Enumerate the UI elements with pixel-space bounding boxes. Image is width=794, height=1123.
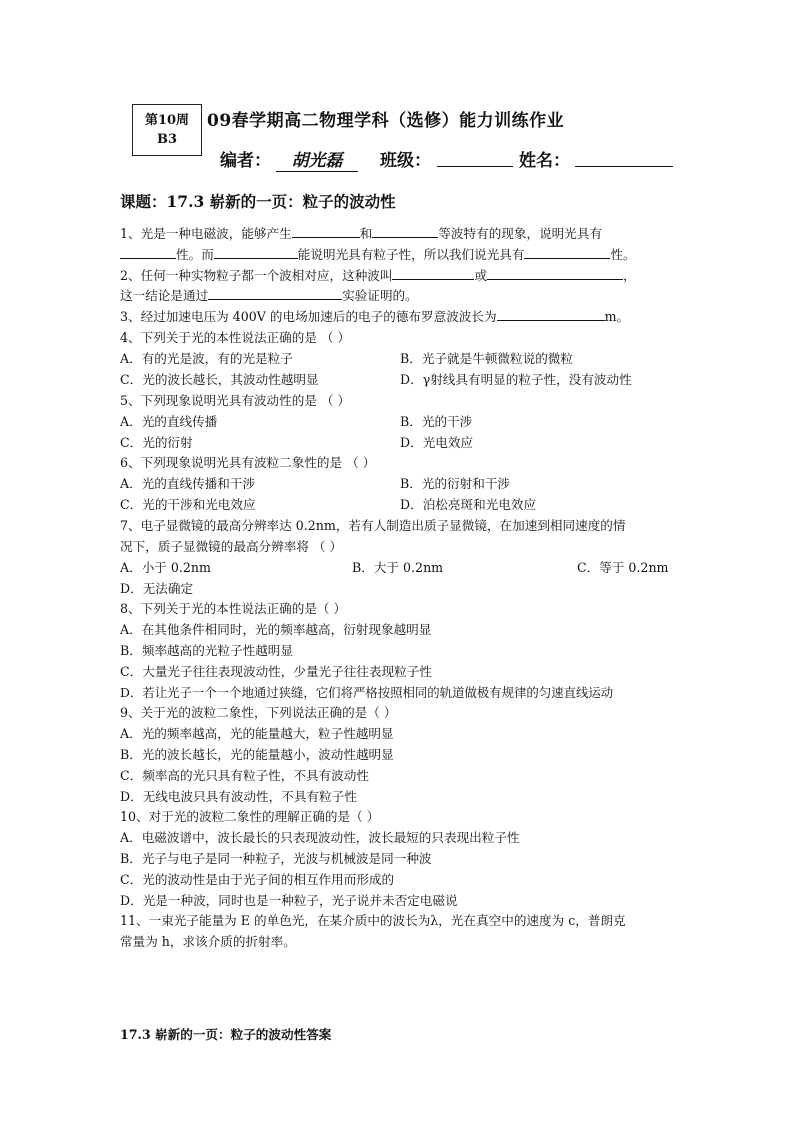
q8-option-d: D．若让光子一个一个地通过狭缝，它们将严格按照相同的轨道做极有规律的匀速直线运动 — [120, 685, 614, 700]
q1-text-f: 性。 — [610, 247, 636, 262]
q7-option-a: A．小于 0.2nm — [120, 560, 211, 575]
question-2-line-1 — [120, 265, 636, 286]
q7-option-b: B．大于 0.2nm — [352, 560, 444, 575]
q2-text-d: 这一结论是通过 — [120, 288, 209, 303]
editor-name: 胡光磊 — [276, 146, 358, 172]
q2-text-c: ， — [623, 268, 636, 283]
q3-blank-1[interactable] — [497, 306, 605, 321]
week-label: 第10周 — [144, 113, 190, 128]
question-9: 9、关于光的波粒二象性，下列说法正确的是（ ） — [120, 705, 397, 720]
q1-text-b: 和 — [359, 226, 373, 241]
q8-option-b: B．频率越高的光粒子性越明显 — [120, 643, 293, 658]
q1-blank-2[interactable] — [372, 223, 438, 238]
question-8: 8、下列关于光的本性说法正确的是（ ） — [120, 601, 347, 616]
q2-text-a: 2、任何一种实物粒子都一个波相对应，这种波叫 — [120, 268, 393, 283]
q6-option-d: D．泊松亮斑和光电效应 — [400, 497, 537, 512]
q6-option-c: C．光的干涉和光电效应 — [120, 497, 256, 512]
q8-option-c: C．大量光子往往表现波动性，少量光子往往表现粒子性 — [120, 664, 432, 679]
q9-option-b: B．光的波长越长，光的能量越小，波动性越明显 — [120, 747, 394, 762]
q2-text-e: 实验证明的。 — [342, 288, 418, 303]
q2-text-b: 或 — [474, 268, 488, 283]
q3-text-b: m。 — [604, 309, 630, 324]
q4-option-a: A．有的光是波，有的光是粒子 — [120, 351, 293, 366]
q5-option-b: B．光的干涉 — [400, 414, 473, 429]
q7-option-c: C．等于 0.2nm — [577, 560, 669, 575]
q2-blank-1[interactable] — [392, 265, 474, 280]
week-box — [132, 104, 202, 156]
question-11-line-1: 11、一束光子能量为 E 的单色光，在某介质中的波长为λ，光在真空中的速度为 c，普朗克 — [120, 913, 626, 928]
question-4: 4、下列关于光的本性说法正确的是 （ ） — [120, 330, 351, 345]
answer-section-title: 17.3 崭新的一页：粒子的波动性答案 — [120, 1027, 332, 1042]
q5-option-c: C．光的衍射 — [120, 435, 193, 450]
q10-option-b: B．光子与电子是同一种粒子，光波与机械波是同一种波 — [120, 851, 432, 866]
q10-option-c: C．光的波动性是由于光子间的相互作用而形成的 — [120, 872, 395, 887]
q3-text-a: 3、经过加速电压为 400V 的电场加速后的电子的德布罗意波波长为 — [120, 309, 497, 324]
question-7-line-1: 7、电子显微镜的最高分辨率达 0.2nm，若有人制造出质子显微镜，在加速到相同速度的情 — [120, 518, 626, 533]
q4-option-b: B．光子就是牛顿微粒说的微粒 — [400, 351, 573, 366]
q7-option-d: D．无法确定 — [120, 581, 194, 596]
q1-text-c: 等波特有的现象，说明光具有 — [438, 226, 603, 241]
week-code: B3 — [156, 132, 178, 147]
question-11-line-2: 常量为 h，求该介质的折射率。 — [120, 934, 296, 949]
question-1-line-2 — [120, 244, 636, 265]
question-1-line-1 — [120, 223, 602, 244]
q5-option-d: D．光电效应 — [400, 435, 474, 450]
editor-label: 编者： — [220, 151, 271, 171]
page-title: 09春学期高二物理学科（选修）能力训练作业 — [207, 111, 565, 131]
q1-text-d: 性。而 — [176, 247, 214, 262]
q10-option-d: D．光是一种波，同时也是一种粒子，光子说并未否定电磁说 — [120, 893, 458, 908]
class-field[interactable] — [437, 146, 513, 167]
name-label: 姓名： — [519, 151, 570, 171]
name-field[interactable] — [575, 146, 673, 167]
question-2-line-2 — [120, 285, 418, 306]
q1-text-a: 1、光是一种电磁波，能够产生 — [120, 226, 292, 241]
lesson-title: 课题：17.3 崭新的一页：粒子的波动性 — [120, 192, 396, 211]
q9-option-c: C．频率高的光只具有粒子性，不具有波动性 — [120, 768, 369, 783]
q2-blank-2[interactable] — [487, 265, 623, 280]
q2-blank-3[interactable] — [208, 285, 342, 300]
q1-blank-4[interactable] — [214, 244, 298, 259]
question-5: 5、下列现象说明光具有波动性的是 （ ） — [120, 393, 351, 408]
q6-option-b: B．光的衍射和干涉 — [400, 476, 511, 491]
q1-blank-5[interactable] — [524, 244, 610, 259]
q8-option-a: A．在其他条件相同时，光的频率越高，衍射现象越明显 — [120, 622, 432, 637]
q1-blank-1[interactable] — [292, 223, 360, 238]
q1-blank-3[interactable] — [120, 244, 176, 259]
q4-option-d: D．γ射线具有明显的粒子性，没有波动性 — [400, 372, 632, 387]
q1-text-e: 能说明光具有粒子性，所以我们说光具有 — [297, 247, 525, 262]
class-label: 班级： — [380, 151, 431, 171]
q9-option-d: D．无线电波只具有波动性，不具有粒子性 — [120, 789, 357, 804]
question-10: 10、对于光的波粒二象性的理解正确的是（ ） — [120, 809, 380, 824]
q9-option-a: A．光的频率越高，光的能量越大，粒子性越明显 — [120, 726, 394, 741]
question-3 — [120, 306, 629, 327]
q5-option-a: A．光的直线传播 — [120, 414, 218, 429]
q6-option-a: A．光的直线传播和干涉 — [120, 476, 256, 491]
question-7-line-2: 况下，质子显微镜的最高分辨率将 （ ） — [120, 539, 343, 554]
q4-option-c: C．光的波长越长，其波动性越明显 — [120, 372, 319, 387]
question-6: 6、下列现象说明光具有波粒二象性的是 （ ） — [120, 455, 376, 470]
q10-option-a: A．电磁波谱中，波长最长的只表现波动性，波长最短的只表现出粒子性 — [120, 830, 520, 845]
